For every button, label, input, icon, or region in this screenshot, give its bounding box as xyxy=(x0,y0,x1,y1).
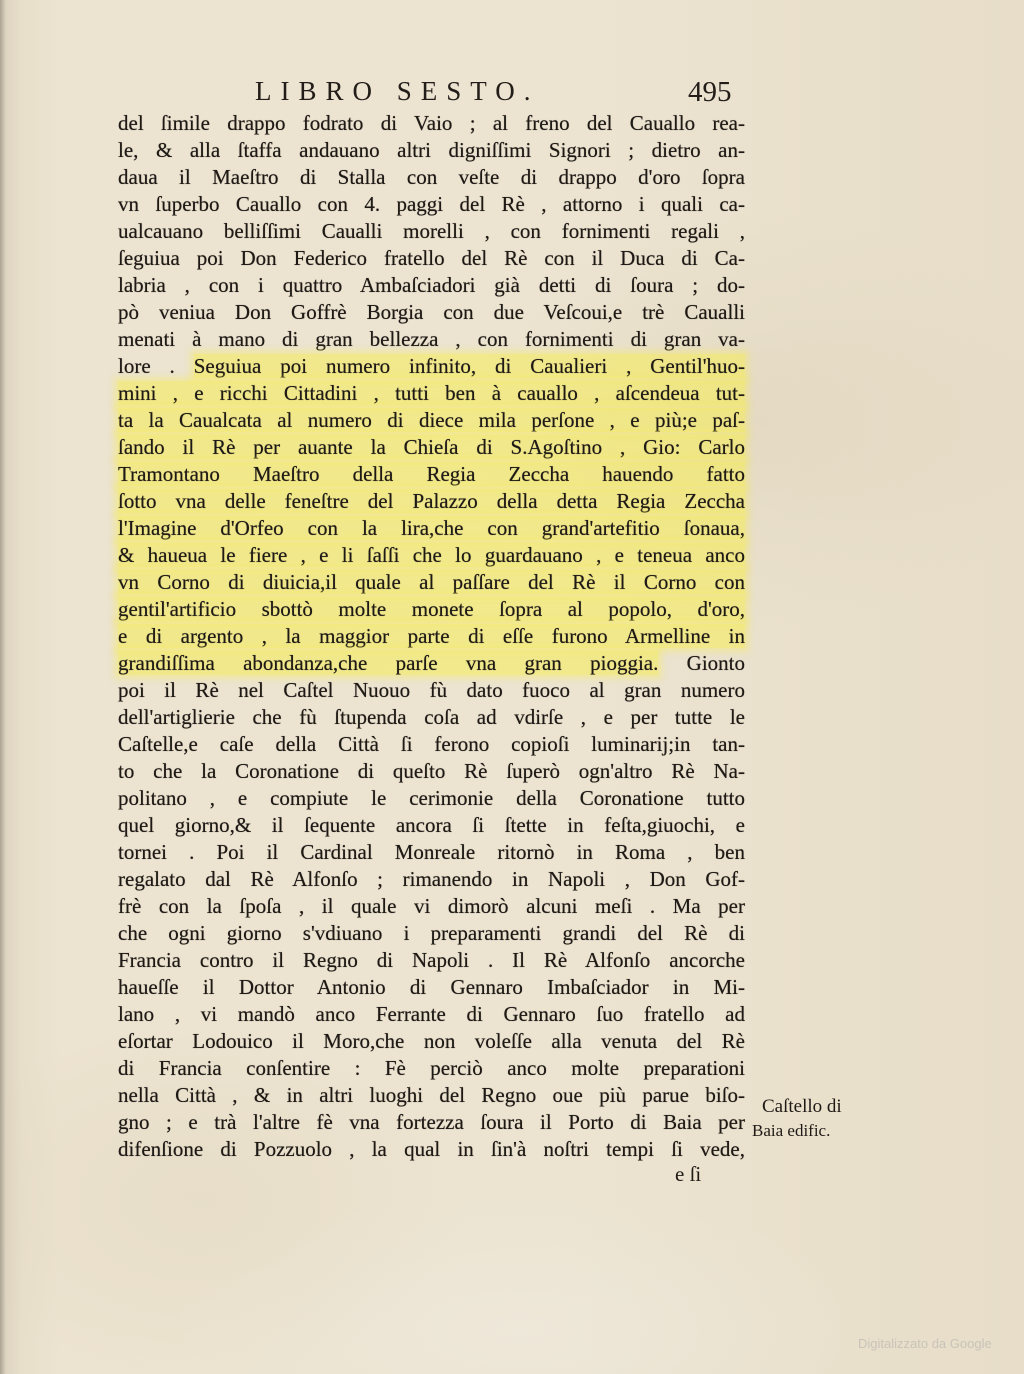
text-line xyxy=(118,407,745,434)
text-line: Caſtelle,e caſe della Città ſi ferono copioſi luminarij;in tan- xyxy=(118,732,745,756)
highlighted-text: e di argento , la maggior parte di eſſe furono Armelline in xyxy=(118,624,745,648)
text-line: del ſimile drappo fodrato di Vaio ; al freno del Cauallo rea- xyxy=(118,111,745,135)
text-line: lano , vi mandò anco Ferrante di Gennaro ſuo fratello ad xyxy=(118,1002,745,1026)
text-line: Francia contro il Regno di Napoli . Il Rè Alfonſo ancorche xyxy=(118,948,745,972)
text-line xyxy=(118,380,745,407)
google-watermark: Digitalizzato da Google xyxy=(858,1336,992,1351)
text-line: nella Città , & in altri luoghi del Regno oue più parue biſo- xyxy=(118,1083,745,1107)
text-line xyxy=(118,515,745,542)
highlighted-text: ta la Caualcata al numero di diece mila perſone , e più;e paſ- xyxy=(118,408,745,432)
text-line: ualcauano belliſſimi Caualli morelli , con fornimenti regali , xyxy=(118,219,745,243)
text-line: pò veniua Don Goffrè Borgia con due Veſcoui,e trè Caualli xyxy=(118,300,745,324)
highlighted-text: Seguiua poi numero infinito, di Caualieri , Gentil'huo- xyxy=(193,354,745,378)
text-line: frè con la ſpoſa , il quale vi dimorò alcuni meſi . Ma per xyxy=(118,894,745,918)
text-line xyxy=(118,488,745,515)
text-line: gno ; e trà l'altre fè vna fortezza ſoura il Porto di Baia per xyxy=(118,1110,745,1134)
text-line xyxy=(118,650,745,677)
text-line: tornei . Poi il Cardinal Monreale ritornò in Roma , ben xyxy=(118,840,745,864)
text-line xyxy=(118,542,745,569)
highlighted-text: grandiſſima abondanza,che parſe vna gran pioggia. xyxy=(118,651,659,675)
text-line: menati à mano di gran bellezza , con fornimenti di gran va- xyxy=(118,327,745,351)
margin-note-line-2: Baia edific. xyxy=(752,1121,831,1140)
highlighted-text: mini , e ricchi Cittadini , tutti ben à cauallo , aſcendeua tut- xyxy=(118,381,745,405)
highlighted-text: Tramontano Maeſtro della Regia Zeccha hauendo fatto xyxy=(118,462,745,486)
body-text xyxy=(118,110,745,1163)
text-line: ſeguiua poi Don Federico fratello del Rè con il Duca di Ca- xyxy=(118,246,745,270)
text-line xyxy=(118,461,745,488)
text-line: quel giorno,& il ſequente ancora ſi ſtette in feſta,giuochi, e xyxy=(118,813,745,837)
text-line: dell'artiglierie che fù ſtupenda coſa ad vdirſe , e per tutte le xyxy=(118,705,745,729)
binding-gutter-shadow xyxy=(0,0,6,1374)
margin-note-line-1: Caſtello di xyxy=(762,1096,842,1117)
text-line: labria , con i quattro Ambaſciadori già detti di ſoura ; do- xyxy=(118,273,745,297)
highlighted-text: gentil'artificio sbottò molte monete ſopra al popolo, d'oro, xyxy=(118,597,745,621)
text-line: daua il Maeſtro di Stalla con veſte di drappo d'oro ſopra xyxy=(118,165,745,189)
text-line: di Francia conſentire : Fè perciò anco molte preparationi xyxy=(118,1056,745,1080)
text-line: vn ſuperbo Cauallo con 4. paggi del Rè , attorno i quali ca- xyxy=(118,192,745,216)
catchword: e ſi xyxy=(675,1162,702,1186)
text-line: to che la Coronatione di queſto Rè ſuperò ogn'altro Rè Na- xyxy=(118,759,745,783)
text-line: le, & alla ſtaffa andauano altri digniſſimi Signori ; dietro an- xyxy=(118,138,745,162)
text-line: regalato dal Rè Alfonſo ; rimanendo in Napoli , Don Gof- xyxy=(118,867,745,891)
text-line: difenſione di Pozzuolo , la qual in ſin'à noſtri tempi ſi vede, xyxy=(118,1137,745,1161)
highlighted-text: vn Corno di diuicia,il quale al paſſare del Rè il Corno con xyxy=(118,570,745,594)
highlighted-text: ſando il Rè per auante la Chieſa di S.Agoſtino , Gio: Carlo xyxy=(118,435,745,459)
highlighted-text: & haueua le fiere , e li ſaſſi che lo guardauano , e teneua anco xyxy=(118,543,745,567)
text-line xyxy=(118,596,745,623)
text-line: politano , e compiute le cerimonie della Coronatione tutto xyxy=(118,786,745,810)
text-line xyxy=(118,569,745,596)
text-line xyxy=(118,623,745,650)
text-line xyxy=(118,434,745,461)
text-line: haueſſe il Dottor Antonio di Gennaro Imbaſciador in Mi- xyxy=(118,975,745,999)
highlighted-text: ſotto vna delle feneſtre del Palazzo della detta Regia Zeccha xyxy=(118,489,745,513)
highlighted-text: l'Imagine d'Orfeo con la lira,che con grand'artefitio ſonaua, xyxy=(118,516,745,540)
page-number: 495 xyxy=(688,76,732,108)
text-line xyxy=(118,353,745,380)
text-line: eſortar Lodouico il Moro,che non voleſſe alla venuta del Rè xyxy=(118,1029,745,1053)
text-segment: lore . xyxy=(118,354,194,378)
text-segment: Gionto xyxy=(658,651,745,675)
text-line: poi il Rè nel Caſtel Nuouo fù dato fuoco al gran numero xyxy=(118,678,745,702)
running-head-title: LIBRO SESTO. xyxy=(255,76,540,106)
text-line: che ogni giorno s'vdiuano i preparamenti grandi del Rè di xyxy=(118,921,745,945)
